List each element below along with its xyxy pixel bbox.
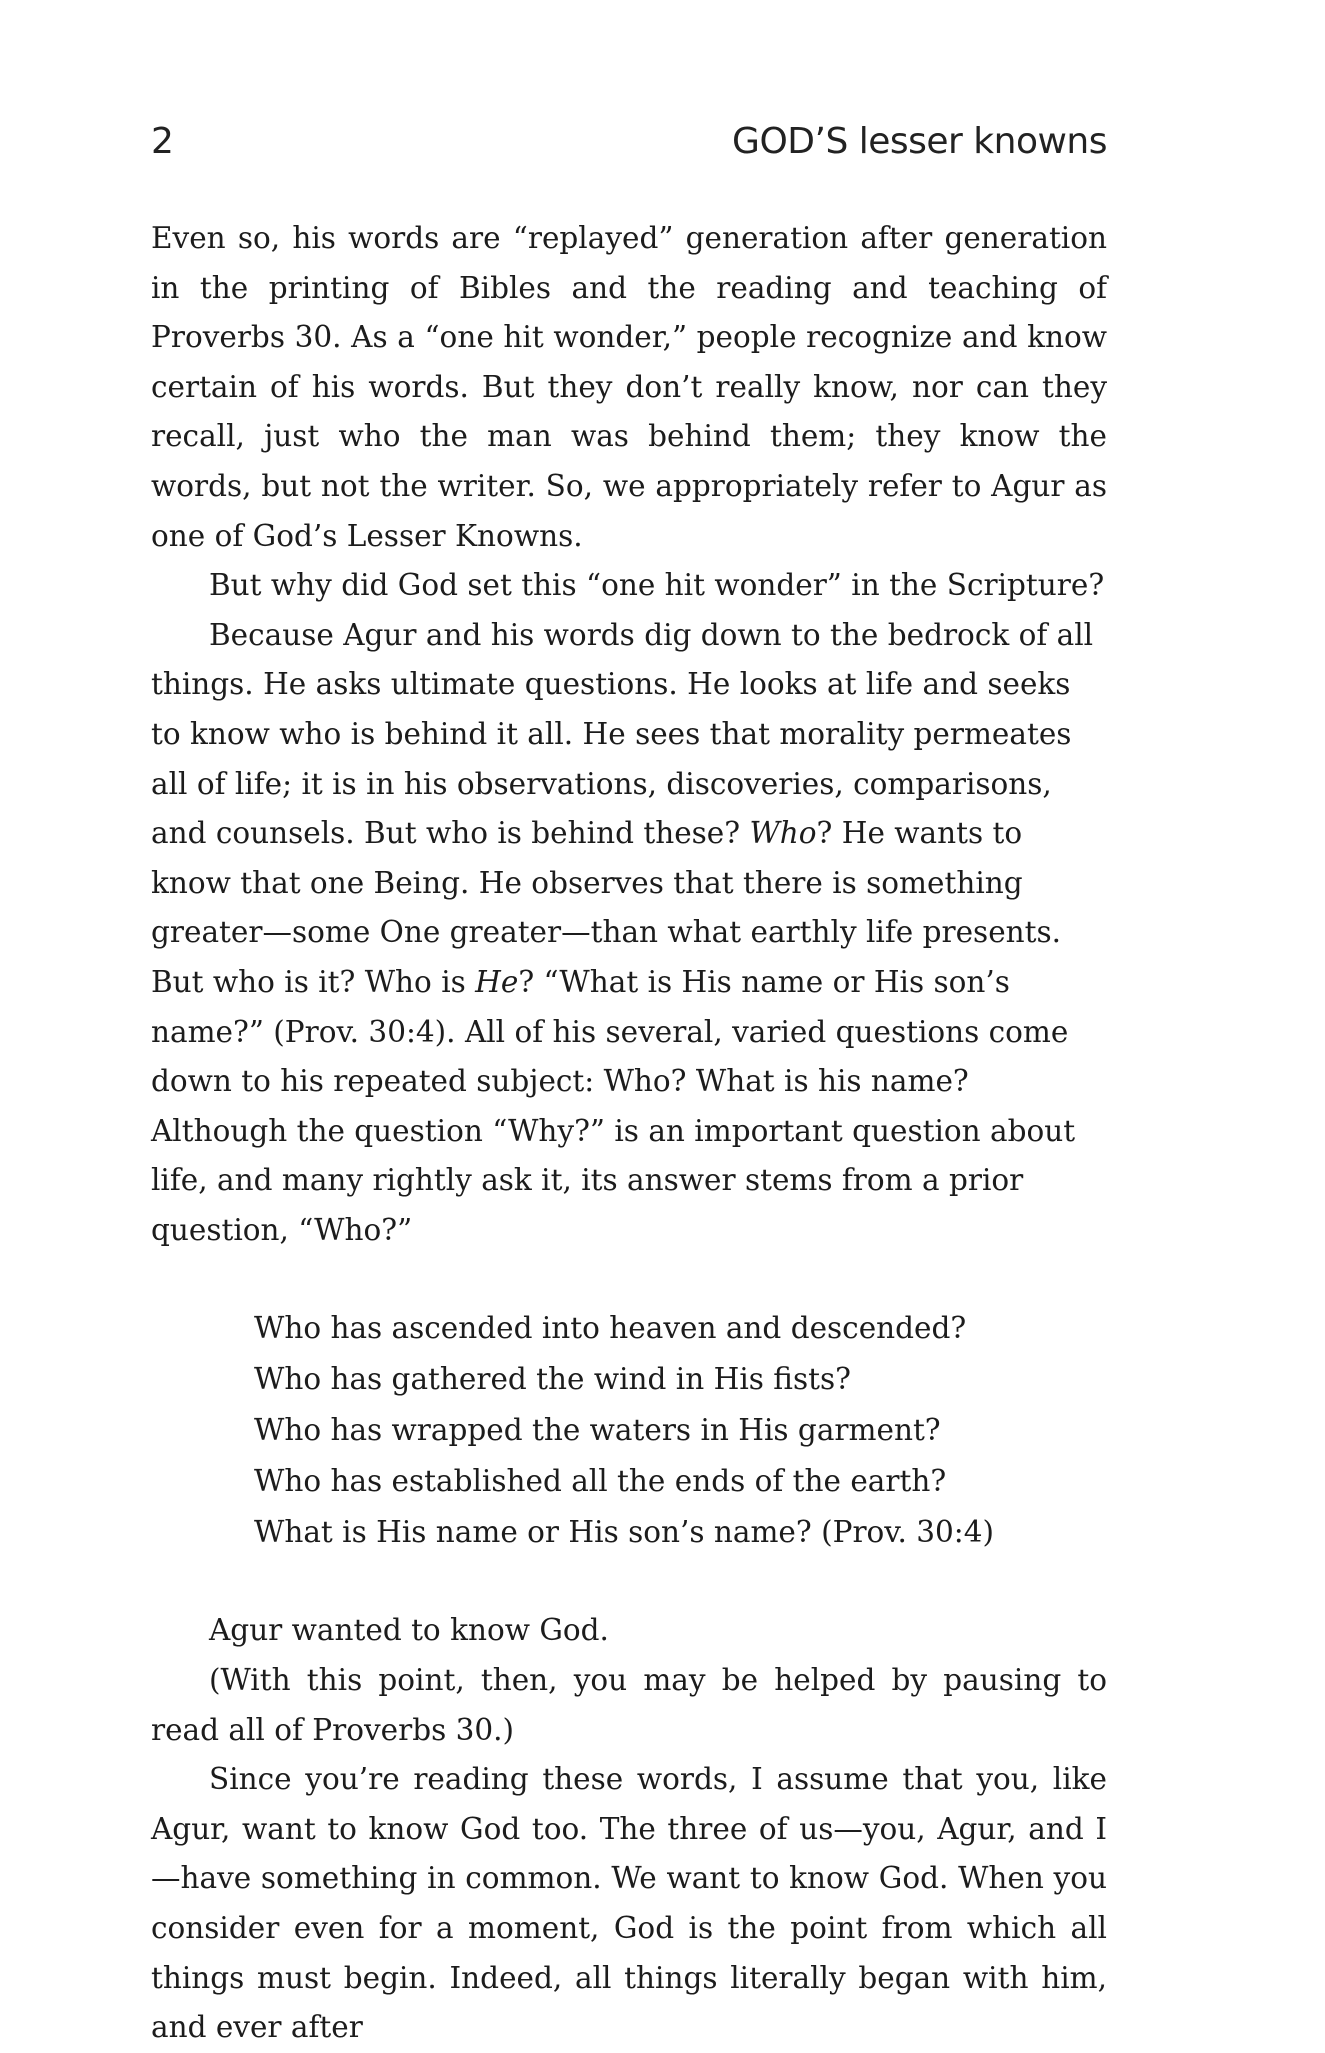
verse-line: Who has gathered the wind in His fists? [254,1362,851,1397]
page-header [151,112,1107,172]
body-text [151,214,1107,2053]
paragraph-3-text-2: ? He wants to know that one Being. He observes that there is something greater—some One greater—than what earthly life presents. But who is it? Who is [151,816,1062,999]
verse-line: Who has established all the ends of the earth? [254,1464,947,1499]
scripture-quote [254,1303,1107,1558]
paragraph-3-emphasis-1: Who [749,816,817,851]
page-number: 2 [151,121,174,162]
paragraph-5: (With this point, then, you may be helped by pausing to read all of Proverbs 30.) [151,1663,1107,1747]
paragraph-1: Even so, his words are “replayed” generation after generation in the printing of Bibles and the reading and teaching of Proverbs 30. As a “one hit wonder,” people recognize and know certain of his words. But they don’t really know, nor can they recall, just who the man was behind them; they know the words, but not the writer. So, we appropriately refer to Agur as one of God’s Lesser Knowns. [151,221,1107,553]
paragraph-3-emphasis-2: He [475,964,519,999]
paragraph-4: Agur wanted to know God. [209,1613,609,1648]
paragraph-3 [151,611,1107,1256]
paragraph-6: Since you’re reading these words, I assume that you, like Agur, want to know God too. The three of us—you, Agur, and I—have something in common. We want to know God. When you consider even for a moment, God is the point from which all things must begin. Indeed, all things literally began with him, and ever after [151,1762,1107,2045]
verse-line: Who has ascended into heaven and descended? [254,1311,967,1346]
paragraph-3-text-3: ? “What is His name or His son’s name?” (Prov. 30:4). All of his several, varied questions come down to his repeated subject: Who? What is his name? Although the question “Why?” is an important question about life, and many rightly ask it, its answer stems from a prior question, “Who?” [151,964,1076,1247]
verse-line: What is His name or His son’s name? (Prov. 30:4) [254,1515,994,1550]
running-head: GOD’S lesser knowns [732,121,1107,162]
paragraph-3-text-1: Because Agur and his words dig down to the bedrock of all things. He asks ultimate questions. He looks at life and seeks to know who is behind it all. He sees that morality permeates all of life; it is in his observations, discoveries, comparisons, and counsels. But who is behind these? [151,617,1094,851]
paragraph-2: But why did God set this “one hit wonder” in the Scripture? [209,568,1105,603]
verse-line: Who has wrapped the waters in His garment? [254,1413,941,1448]
